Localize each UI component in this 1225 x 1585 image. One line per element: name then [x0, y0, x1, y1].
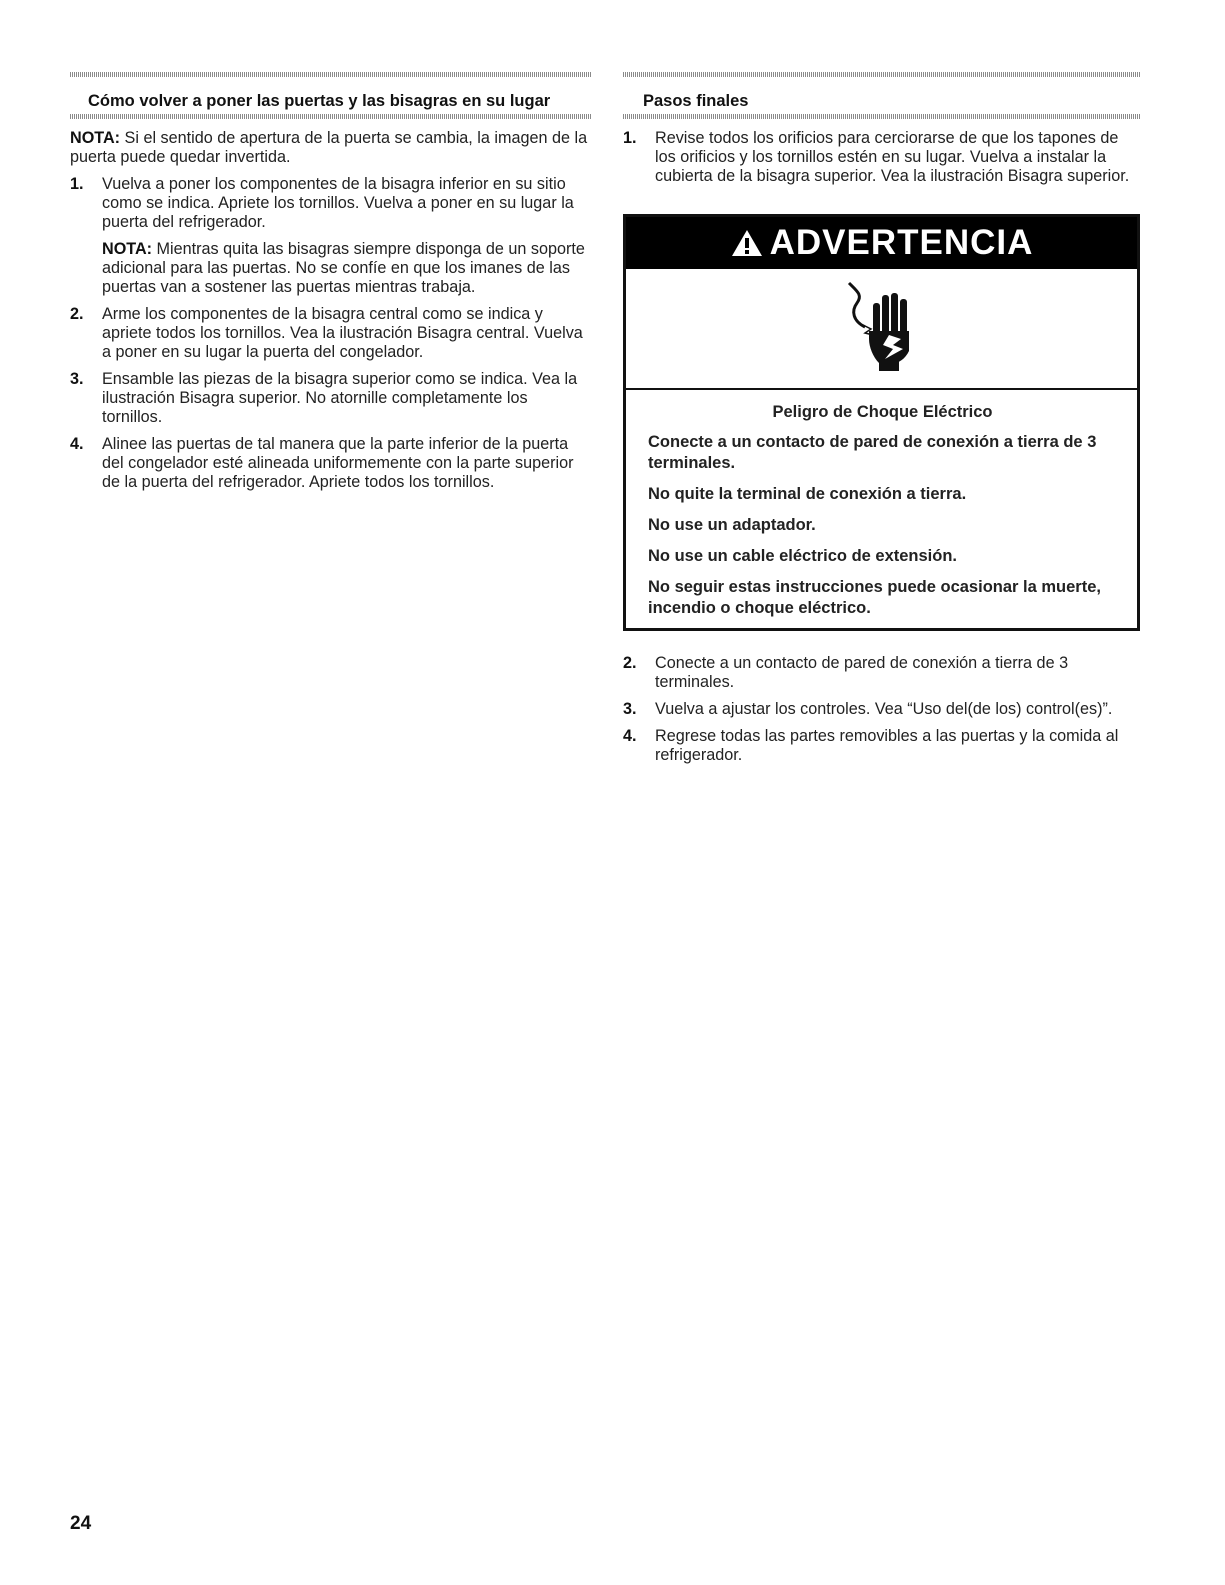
step-number: 1. [623, 129, 637, 147]
right-column [623, 72, 1140, 194]
warning-body [626, 390, 1137, 619]
warning-line: No quite la terminal de conexión a tierra. [648, 485, 967, 503]
step-number: 2. [623, 654, 637, 672]
hazard-title: Peligro de Choque Eléctrico [772, 403, 993, 421]
note-text: Si el sentido de apertura de la puerta se cambia, la imagen de la puerta puede quedar invertida. [70, 129, 588, 166]
note-paragraph [70, 129, 592, 167]
warning-triangle-icon [730, 228, 764, 258]
step-text: Arme los componentes de la bisagra central como se indica y apriete todos los tornillos. Vea la ilustración Bisagra central. Vuelva a poner en su lugar la puerta del congelador. [102, 305, 583, 361]
list-item [70, 435, 592, 492]
list-item [623, 129, 1140, 186]
warning-icon-area [626, 269, 1137, 390]
step-number: 4. [623, 727, 637, 745]
sub-note-label: NOTA: [102, 240, 153, 258]
sub-note-text: Mientras quita las bisagras siempre disponga de un soporte adicional para las puertas. No se confíe en que los imanes de las puertas van a sostener las puertas mientras trabaja. [102, 240, 585, 296]
list-item [623, 727, 1140, 765]
warning-header [626, 217, 1137, 269]
step-text: Vuelva a poner los componentes de la bisagra inferior en su sitio como se indica. Apriete los tornillos. Vuelva a poner en su lugar la puerta del refrigerador. [102, 175, 574, 231]
steps-list [623, 654, 1140, 765]
step-text: Vuelva a ajustar los controles. Vea “Uso del(de los) control(es)”. [655, 700, 1113, 718]
list-item [623, 700, 1140, 719]
warning-line: No use un adaptador. [648, 516, 816, 534]
step-number: 1. [70, 175, 84, 193]
final-steps [623, 654, 1140, 773]
step-text: Ensamble las piezas de la bisagra superior como se indica. Vea la ilustración Bisagra superior. No atornille completamente los tornillos. [102, 370, 578, 426]
list-item [623, 654, 1140, 692]
warning-box [623, 214, 1140, 631]
step-text: Regrese todas las partes removibles a las puertas y la comida al refrigerador. [655, 727, 1119, 764]
page-number: 24 [70, 1513, 92, 1534]
left-column [70, 72, 592, 500]
sub-note [102, 240, 592, 297]
note-label: NOTA: [70, 129, 121, 147]
step-number: 4. [70, 435, 84, 453]
list-item [70, 305, 592, 362]
step-number: 3. [623, 700, 637, 718]
warning-line: Conecte a un contacto de pared de conexión a tierra de 3 terminales. [648, 433, 1097, 472]
warning-line: No use un cable eléctrico de extensión. [648, 547, 958, 565]
warning-title: ADVERTENCIA [769, 223, 1034, 262]
step-text: Alinee las puertas de tal manera que la parte inferior de la puerta del congelador esté alineada uniformemente con la parte superior de la puerta del refrigerador. Apriete todos los tornillos. [102, 435, 574, 491]
section-heading: Cómo volver a poner las puertas y las bisagras en su lugar [88, 92, 551, 110]
section-rule-bottom [70, 114, 592, 119]
list-item [70, 175, 592, 297]
step-number: 3. [70, 370, 84, 388]
steps-list [70, 175, 592, 492]
step-text: Revise todos los orificios para cerciorarse de que los tapones de los orificios y los tornillos estén en su lugar. Vuelva a instalar la cubierta de la bisagra superior. Vea la ilustración Bisagra superior. [655, 129, 1130, 185]
step-text: Conecte a un contacto de pared de conexión a tierra de 3 terminales. [655, 654, 1069, 691]
section-rule-bottom [623, 114, 1140, 119]
step-number: 2. [70, 305, 84, 323]
steps-list [623, 129, 1140, 186]
warning-line: No seguir estas instrucciones puede ocasionar la muerte, incendio o choque eléctrico. [648, 578, 1101, 617]
list-item [70, 370, 592, 427]
section-heading: Pasos finales [643, 92, 749, 110]
electric-shock-hand-icon [843, 281, 923, 373]
